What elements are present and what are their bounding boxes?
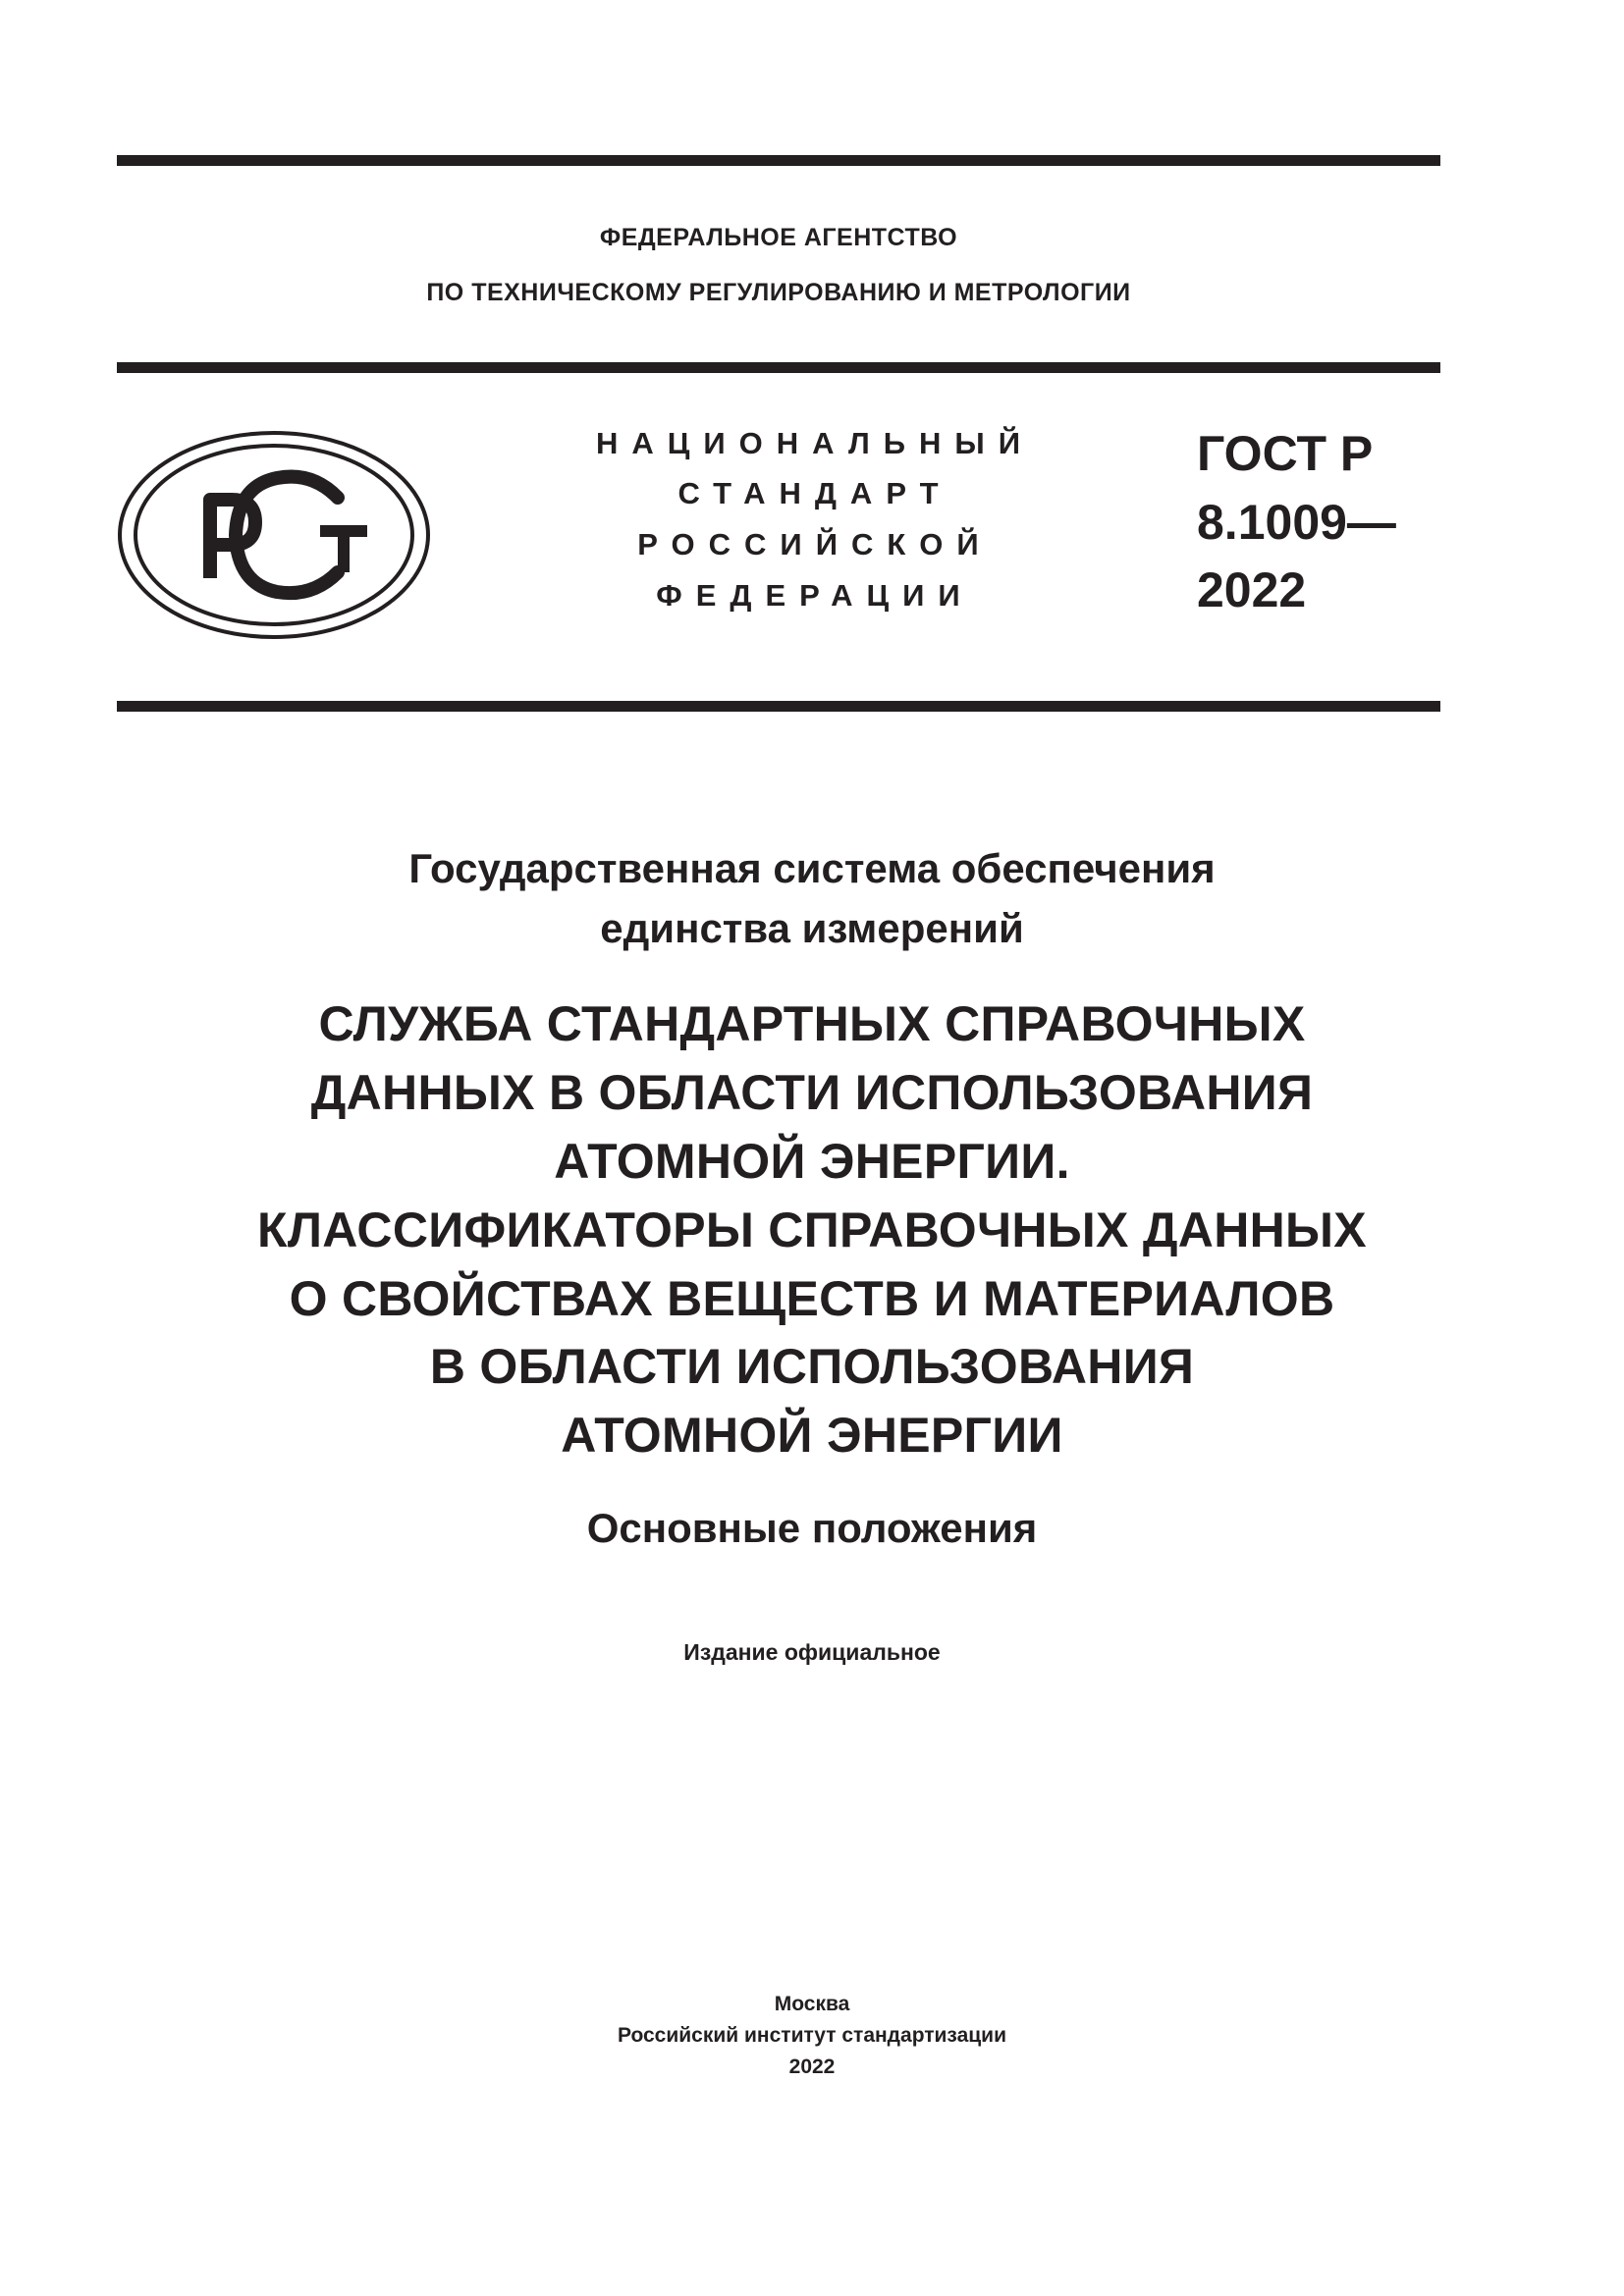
agency-name-line-1: ФЕДЕРАЛЬНОЕ АГЕНТСТВО (599, 224, 958, 251)
agency-name-line-2: ПО ТЕХНИЧЕСКОМУ РЕГУЛИРОВАНИЮ И МЕТРОЛОГИИ (426, 279, 1131, 306)
main-title-line-7: АТОМНОЙ ЭНЕРГИИ (561, 1408, 1063, 1463)
subtitle: Основные положения (586, 1505, 1038, 1551)
main-title-line-2: ДАННЫХ В ОБЛАСТИ ИСПОЛЬЗОВАНИЯ (310, 1065, 1314, 1120)
national-standard-line-3: РОССИЙСКОЙ (637, 527, 993, 561)
main-title-line-4: КЛАССИФИКАТОРЫ СПРАВОЧНЫХ ДАННЫХ (257, 1202, 1367, 1257)
rst-certification-mark-icon (116, 429, 432, 641)
imprint-year: 2022 (788, 2056, 836, 2078)
national-standard-line-4: ФЕДЕРАЦИИ (656, 578, 974, 613)
main-title-line-3: АТОМНОЙ ЭНЕРГИИ. (554, 1134, 1070, 1189)
national-standard-line-2: СТАНДАРТ (677, 476, 952, 510)
standard-designation-line-1: ГОСТ Р (1197, 426, 1374, 481)
series-title-line-2: единства измерений (600, 905, 1024, 951)
masthead-bottom-rule (117, 701, 1440, 712)
top-rule (117, 155, 1440, 166)
standard-designation-line-3: 2022 (1197, 562, 1307, 617)
standard-designation-line-2: 8.1009— (1197, 495, 1396, 550)
imprint-city: Москва (774, 1993, 850, 2015)
header-divider-rule (117, 362, 1440, 373)
main-title-line-1: СЛУЖБА СТАНДАРТНЫХ СПРАВОЧНЫХ (318, 996, 1306, 1051)
national-standard-line-1: НАЦИОНАЛЬНЫЙ (595, 426, 1035, 460)
edition-note: Издание официальное (683, 1639, 941, 1665)
main-title-line-6: В ОБЛАСТИ ИСПОЛЬЗОВАНИЯ (429, 1339, 1195, 1394)
imprint-publisher: Российский институт стандартизации (617, 2024, 1007, 2047)
main-title-line-5: О СВОЙСТВАХ ВЕЩЕСТВ И МАТЕРИАЛОВ (289, 1271, 1335, 1326)
series-title-line-1: Государственная система обеспечения (408, 845, 1216, 891)
